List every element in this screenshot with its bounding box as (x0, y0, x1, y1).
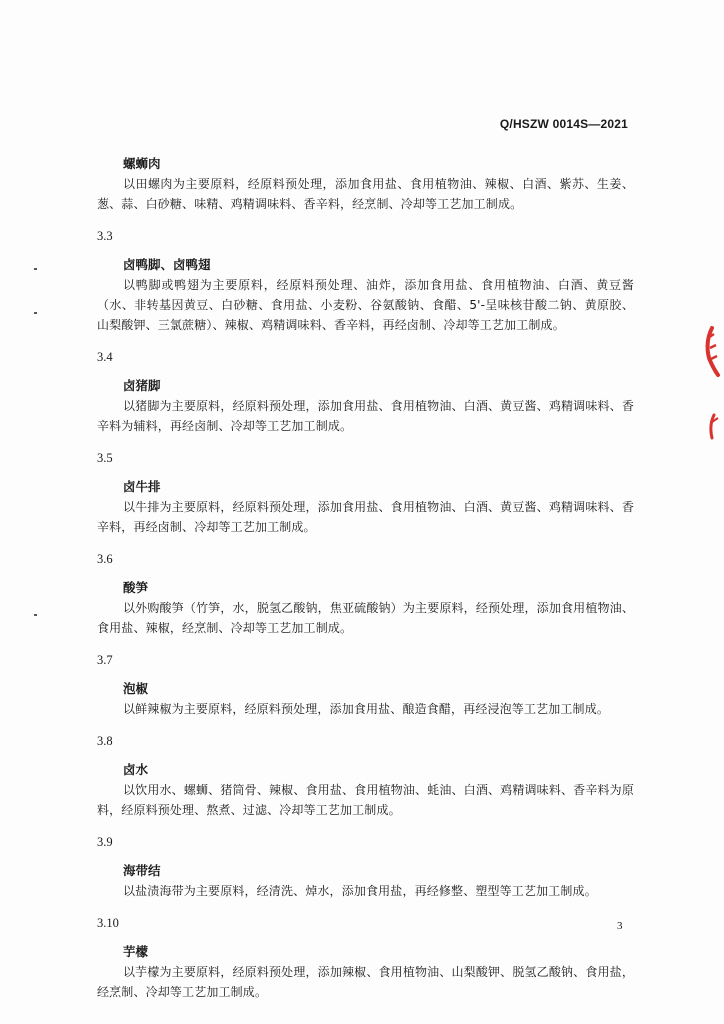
page-number: 3 (617, 920, 623, 932)
section-title: 卤水 (123, 762, 149, 777)
section-title: 卤鸭脚、卤鸭翅 (123, 257, 211, 272)
section-title: 海带结 (123, 863, 161, 878)
document-body (97, 154, 634, 1002)
section-3-4 (97, 348, 634, 436)
section-text: 以饮用水、螺蛳、猪筒骨、辣椒、食用盐、食用植物油、蚝油、白酒、鸡精调味料、香辛料为原料，经原料预处理、熬煮、过滤、冷却等工艺加工制成。 (97, 783, 634, 817)
seal-stamp-icon (700, 320, 724, 450)
section-title: 螺蛳肉 (123, 156, 161, 171)
standard-code: Q/HSZW 0014S—2021 (499, 117, 628, 131)
section-number: 3.10 (97, 916, 119, 930)
section-title: 酸笋 (123, 580, 149, 595)
section-3-5 (97, 449, 634, 537)
section-text: 以鸭脚或鸭翅为主要原料，经原料预处理、油炸，添加食用盐、食用植物油、白酒、黄豆酱（水、非转基因黄豆、白砂糖、食用盐、小麦粉、谷氨酸钠、食醋、5'-呈味核苷酸二钠、黄原胶、山梨酸钾、三氯蔗糖）、辣椒、鸡精调味料、香辛料，再经卤制、冷却等工艺加工制成。 (97, 278, 634, 332)
scan-mark (34, 312, 37, 314)
section-number: 3.3 (97, 229, 113, 243)
section-text: 以盐渍海带为主要原料，经清洗、焯水，添加食用盐，再经修整、塑型等工艺加工制成。 (123, 884, 597, 898)
section-text: 以鲜辣椒为主要原料，经原料预处理，添加食用盐、酿造食醋，再经浸泡等工艺加工制成。 (123, 702, 610, 716)
section-text: 以外购酸笋（竹笋，水，脱氢乙酸钠，焦亚硫酸钠）为主要原料，经预处理，添加食用植物油、食用盐、辣椒，经烹制、冷却等工艺加工制成。 (97, 601, 634, 635)
section-text: 以田螺肉为主要原料，经原料预处理，添加食用盐、食用植物油、辣椒、白酒、紫苏、生姜、葱、蒜、白砂糖、味精、鸡精调味料、香辛料，经烹制、冷却等工艺加工制成。 (97, 177, 634, 211)
section-3-7 (97, 651, 634, 719)
section-title: 芋檬 (123, 944, 149, 959)
section-text: 以牛排为主要原料，经原料预处理，添加食用盐、食用植物油、白酒、黄豆酱、鸡精调味料、香辛料，再经卤制、冷却等工艺加工制成。 (97, 500, 634, 534)
section-3-3 (97, 227, 634, 335)
section-number: 3.9 (97, 835, 113, 849)
section-3-6 (97, 550, 634, 638)
scan-mark (34, 268, 37, 270)
section-number: 3.5 (97, 451, 113, 465)
section-intro (97, 154, 634, 214)
section-3-8 (97, 732, 634, 820)
section-text: 以芋檬为主要原料，经原料预处理，添加辣椒、食用植物油、山梨酸钾、脱氢乙酸钠、食用盐，经烹制、冷却等工艺加工制成。 (97, 965, 634, 999)
section-title: 泡椒 (123, 681, 149, 696)
section-number: 3.4 (97, 350, 113, 364)
section-title: 卤猪脚 (123, 378, 161, 393)
section-3-10 (97, 914, 634, 1002)
section-text: 以猪脚为主要原料，经原料预处理，添加食用盐、食用植物油、白酒、黄豆酱、鸡精调味料、香辛料为辅料，再经卤制、冷却等工艺加工制成。 (97, 399, 634, 433)
section-number: 3.8 (97, 734, 113, 748)
section-number: 3.7 (97, 653, 113, 667)
section-3-9 (97, 833, 634, 901)
scan-mark (34, 614, 37, 616)
section-title: 卤牛排 (123, 479, 161, 494)
section-number: 3.6 (97, 552, 113, 566)
